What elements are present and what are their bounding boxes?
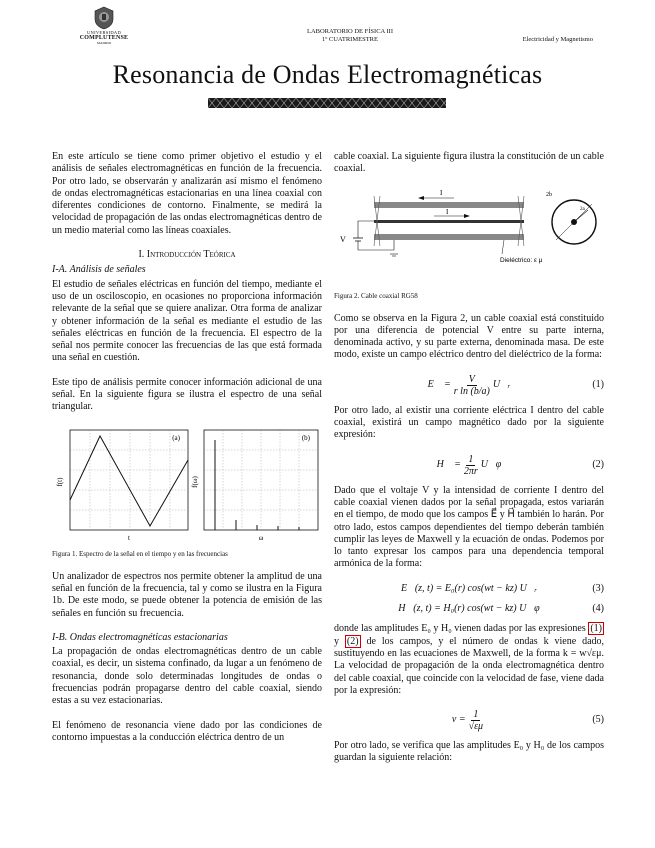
cable-cross-section: [340, 189, 524, 256]
paragraph: Por otro lado, se verifica que las amplitudes E₀ y H₀ de los campos guardan la siguiente relación:: [334, 740, 604, 764]
crest-icon: [93, 6, 115, 30]
eq1-tail: U⃗ᵣ: [492, 379, 511, 391]
eq3-number: (3): [592, 582, 604, 594]
right-column: [334, 151, 604, 777]
figure-1-caption: Figura 1. Espectro de la señal en el tiempo y en las frecuencias: [52, 549, 228, 558]
figure-2: [334, 188, 604, 288]
current-label-top: I: [440, 188, 443, 197]
p4-start: donde las amplitudes E₀ y H₀ vienen dadas por las expresiones: [334, 623, 589, 635]
eq4-body: H⃗(z, t) = H₀(r) cos(wt − kz) U⃗φ: [398, 603, 540, 615]
eq1-den: r ln (b/a): [453, 385, 490, 397]
eq2-den: 2πr: [463, 465, 478, 477]
radius-b-label: 2b: [546, 191, 552, 198]
paragraph: Dado que el voltaje V y la intensidad de corriente I dentro del cable coaxial vienen dados por la señal propagada, estos variarán en el tiempo, de modo que los campos E⃗ y H⃗ también lo harán. Por otro lado, estos campos dependientes del tiempo deberán también cumplir las leyes de Maxwell y la ecuación de ondas. Podemos por lo tanto expresar los campos para una dependencia temporal armónica de la forma:: [334, 484, 604, 570]
equation-ref-2[interactable]: (2): [346, 635, 359, 647]
panel-b-label: (b): [301, 433, 310, 442]
radius-a-label: 2a: [580, 206, 585, 212]
logo-line1: UNIVERSIDAD: [86, 30, 122, 35]
eq5-den: √εμ: [468, 721, 484, 733]
current-label-inner: I: [446, 207, 449, 216]
page-header: [0, 0, 655, 48]
p4-mid: y: [334, 635, 345, 647]
equation-1: [334, 374, 604, 397]
eq2-tail: U⃗φ: [480, 459, 502, 471]
paragraph: [334, 623, 604, 697]
paragraph: cable coaxial. La siguiente figura ilustra la constitución de un cable coaxial.: [334, 151, 604, 175]
figure-1: [52, 426, 322, 546]
panel-b-xlabel: ω: [258, 533, 264, 542]
paragraph: El fenómeno de resonancia viene dado por las condiciones de contorno impuestas a la conducción eléctrica dentro de un: [52, 719, 322, 743]
eq1-lhs: E⃗ =: [427, 379, 451, 391]
paragraph: El estudio de señales eléctricas en función del tiempo, mediante el uso de un osciloscopio, en ocasiones no proporciona información relevante de la señal que se quiere analizar. Otra forma de analizar y obtener información de la señal es mediante el estudio de las señales eléctricas en función de la frecuencia. El espectro de la señal nos permite conocer las frecuencias de las que está formada una señal en cuestión.: [52, 278, 322, 364]
panel-a: [56, 430, 188, 542]
paragraph: La propagación de ondas electromagnéticas dentro de un cable coaxial, es decir, un sistema confinado, da lugar a un fenómeno de resonancia, donde solo determinadas longitudes de ondas o frecuencias podrán propagarse dentro del cable coaxial, siendo estas a su vez estacionarias.: [52, 646, 322, 707]
eq2-num: 1: [468, 453, 474, 465]
panel-b: [191, 430, 318, 542]
abstract: En este artículo se tiene como primer objetivo el estudio y el análisis de señales electromagnéticas en función de la frecuencia. Por otro lado, se observarán y analizarán así mismo el fenómeno de ondas electromagnéticas estacionarias en una línea coaxial con diferentes condiciones de contorno. Finalmente, se medirá la velocidad de propagación de las ondas electromagnéticas dentro de un medio material como las líneas coaxiales.: [52, 151, 322, 236]
equation-ref-1[interactable]: (1): [590, 623, 602, 635]
eq1-number: (1): [592, 379, 604, 391]
paragraph: Por otro lado, al existir una corriente eléctrica I dentro del cable coaxial, existirá un campo magnético dado por la siguiente expresión:: [334, 404, 604, 441]
figure-2-caption: Figura 2. Cable coaxial RG58: [334, 291, 418, 300]
eq2-lhs: H⃗ =: [436, 459, 461, 471]
paragraph: Un analizador de espectros nos permite obtener la amplitud de una señal en función de la frecuencia, tal y como se ilustra en la Figura 1b. De este modo, se puede obtener la potencia de emisión de las señales en función su frecuencia.: [52, 570, 322, 619]
equation-2: [334, 454, 604, 477]
title-decoration: [208, 98, 446, 108]
dielectric-label: Dieléctrico: ε μ: [500, 256, 543, 264]
paragraph: Este tipo de análisis permite conocer información adicional de una señal. En la siguiente figura se ilustra el espectro de una señal triangular.: [52, 376, 322, 413]
header-lab: LABORATORIO DE FÍSICA III: [306, 28, 393, 35]
header-center: [250, 28, 450, 44]
header-term: 1º CUATRIMESTRE: [321, 36, 378, 43]
eq4-number: (4): [592, 603, 604, 615]
voltage-label: V: [340, 234, 346, 244]
equation-4: [334, 603, 604, 615]
eq5-num: 1: [473, 709, 479, 721]
page-title: Resonancia de Ondas Electromagnéticas: [112, 60, 543, 89]
panel-a-xlabel: t: [128, 533, 130, 542]
header-subject: Electricidad y Magnetismo: [522, 36, 593, 43]
eq3-body: E⃗(z, t) = E₀(r) cos(wt − kz) U⃗ᵣ: [400, 582, 538, 594]
cable-radial-view: [546, 192, 596, 244]
section-heading: I. Introducción Teórica: [138, 249, 236, 261]
p4-end: de los campos, y el número de ondas k viene dado, sustituyendo en las ecuaciones de Maxwell, de la forma k = w√εμ. La velocidad de propagación de la onda electromagnética dentro del cable coaxial, que coincide con la velocidad de fase, viene dada por la expresión:: [334, 635, 605, 696]
logo-line2: COMPLUTENSE: [79, 35, 129, 41]
panel-a-label: (a): [172, 433, 180, 442]
equation-3: [334, 583, 604, 595]
eq1-num: V: [468, 373, 475, 385]
eq5-number: (5): [592, 714, 604, 726]
paragraph: Como se observa en la Figura 2, un cable coaxial está constituido por una diferencia de potencial V entre su parte interna, denominada activo, y su parte externa, denominada masa. De este modo, existe un campo eléctrico dentro del dieléctrico de la forma:: [334, 312, 604, 361]
eq2-number: (2): [592, 459, 604, 471]
subsection-heading-b: I-B. Ondas electromagnéticas estacionarias: [52, 631, 228, 643]
subsection-heading-a: I-A. Análisis de señales: [52, 264, 146, 276]
eq5-lhs: v =: [451, 714, 466, 726]
panel-b-ylabel: f(ω): [191, 475, 199, 488]
university-logo: [78, 6, 130, 45]
panel-a-ylabel: f(t): [56, 477, 64, 487]
equation-5: [334, 709, 604, 732]
left-column: [52, 151, 322, 756]
logo-line3: MADRID: [96, 41, 112, 45]
